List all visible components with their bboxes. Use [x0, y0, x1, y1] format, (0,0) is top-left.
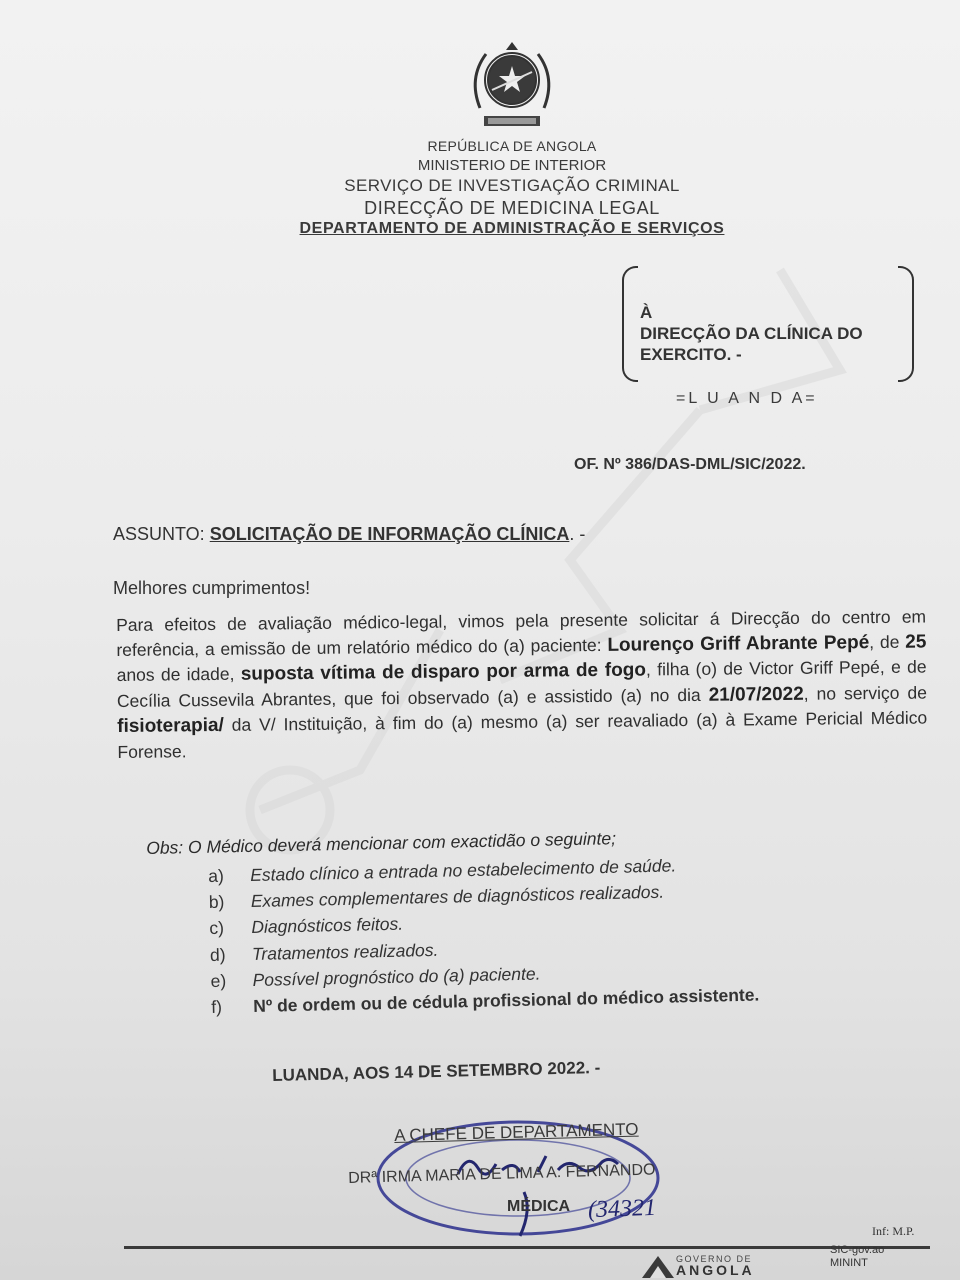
patient-name: Lourenço Griff Abrante Pepé [607, 631, 870, 656]
subject-text: SOLICITAÇÃO DE INFORMAÇÃO CLÍNICA [209, 524, 570, 544]
list-text: Nº de ordem ou de cédula profissional do médico assistente. [252, 984, 760, 1016]
list-text: Exames complementares de diagnósticos realizados. [250, 881, 665, 912]
patient-condition: suposta vítima de disparo por arma de fogo [240, 659, 647, 685]
body-text-2: , de [869, 631, 906, 652]
list-key: a) [208, 865, 225, 886]
service-name: fisioterapia/ [117, 714, 224, 737]
right-bracket [898, 266, 914, 382]
subject-label: ASSUNTO: [113, 524, 205, 544]
list-key: d) [209, 944, 226, 965]
footer-minint: MININT [830, 1257, 868, 1269]
closing-date: LUANDA, AOS 14 DE SETEMBRO 2022. - [272, 1057, 601, 1085]
obs-list [208, 851, 891, 1024]
handwritten-number: (34321 [587, 1194, 657, 1224]
addressee-city: =L U A N D A= [676, 390, 818, 407]
obs-heading: Obs: O Médico deverá mencionar com exactidão o seguinte; [146, 828, 617, 858]
greeting: Melhores cumprimentos! [113, 578, 311, 598]
body-text-5: , no serviço de [803, 682, 927, 704]
body-text-3: anos de idade, [116, 663, 241, 685]
angola-coat-of-arms-icon [462, 38, 562, 138]
addressee-line3: EXERCITO. - [640, 345, 742, 364]
body-text-4: , filha (o) de Victor Griff Pepé, e de Cecília Cussevila Abrantes, que foi observado (a) e assistido (a) no dia [116, 656, 927, 711]
reference-number: OF. Nº 386/DAS-DML/SIC/2022. [574, 456, 806, 473]
header-directorate: DIRECÇÃO DE MEDICINA LEGAL [364, 198, 660, 218]
header-department: DEPARTAMENTO DE ADMINISTRAÇÃO E SERVIÇOS [299, 220, 725, 237]
footer-sic [830, 1244, 884, 1270]
list-key: c) [209, 918, 225, 939]
header-service: SERVIÇO DE INVESTIGAÇÃO CRIMINAL [344, 176, 680, 195]
signer-name: DRª IRMA MARIA DE LIMA A. FERNANDO [348, 1161, 656, 1187]
header-republic: REPÚBLICA DE ANGOLA [427, 138, 597, 154]
subject-suffix: . - [569, 524, 586, 544]
list-text: Diagnósticos feitos. [251, 913, 404, 938]
observation-date: 21/07/2022 [708, 683, 804, 706]
footer-divider [124, 1246, 930, 1249]
list-text: Possível prognóstico do (a) paciente. [252, 963, 541, 990]
footer-gov-label: GOVERNO DE [676, 1254, 753, 1264]
list-text: Tratamentos realizados. [251, 939, 439, 964]
body-paragraph [116, 605, 928, 764]
subject-line [113, 524, 585, 545]
list-key: f) [210, 996, 223, 1017]
header-ministry: MINISTERIO DE INTERIOR [417, 157, 607, 174]
body-text-6: da V/ Instituição, à fim do (a) mesmo (a) ser reavaliado (a) à Exame Pericial Médico Forense. [117, 707, 928, 762]
footer-sic-site: SIC-gov.ao [830, 1244, 885, 1256]
body-text-1: Para efeitos de avaliação médico-legal, vimos pela presente solicitar á Direcção do centro em referência, a emissão de um relatório médico do (a) paciente: [116, 606, 927, 660]
left-bracket [622, 266, 638, 382]
addressee-line1: À [640, 303, 653, 322]
footer-angola-label: ANGOLA [676, 1262, 755, 1278]
signer-role: MÉDICA [507, 1198, 571, 1215]
patient-age: 25 [905, 631, 927, 653]
chief-title: A CHEFE DE DEPARTAMENTO [394, 1119, 639, 1145]
addressee [640, 302, 863, 365]
addressee-line2: DIRECÇÃO DA CLÍNICA DO [640, 324, 863, 343]
inf-note: Inf: M.P. [872, 1224, 915, 1238]
list-key: b) [208, 891, 225, 913]
list-key: e) [210, 970, 227, 991]
list-text: Estado clínico a entrada no estabelecimento de saúde. [249, 855, 677, 886]
